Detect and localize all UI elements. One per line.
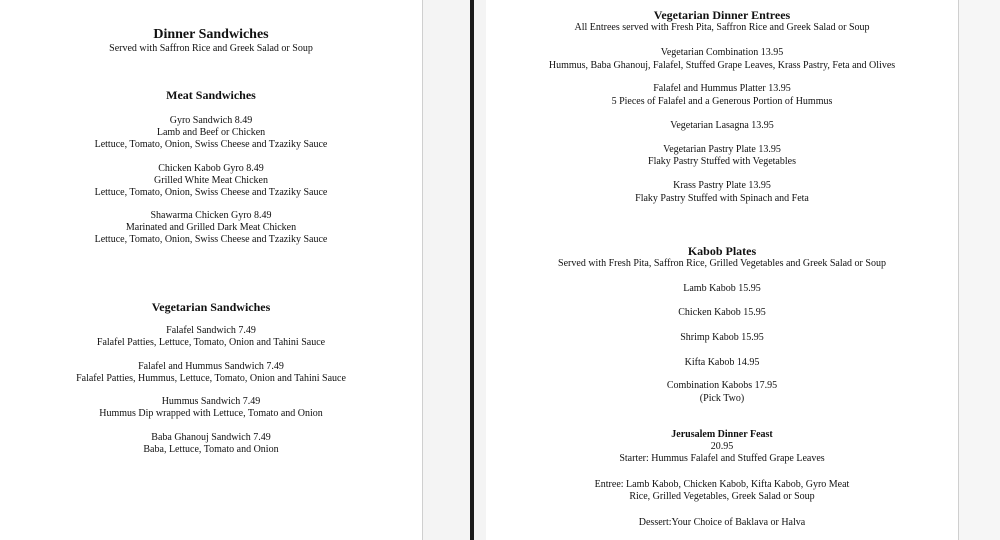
menu-item-name: Combination Kabobs 17.95 [666,380,778,391]
jerusalem-feast-dessert: Dessert:Your Choice of Baklava or Halva [638,517,806,528]
menu-item-name: Kifta Kabob 14.95 [684,357,760,368]
jerusalem-feast-entree: Rice, Grilled Vegetables, Greek Salad or Soup [629,491,815,502]
menu-page-left [0,0,422,540]
menu-item-name: Falafel and Hummus Sandwich 7.49 [138,361,284,372]
menu-page-right [486,0,958,540]
vegetarian-entrees-title: Vegetarian Dinner Entrees [653,8,791,22]
menu-item-name: Shrimp Kabob 15.95 [680,332,764,343]
menu-item-desc: Hummus Dip wrapped with Lettuce, Tomato and Onion [99,408,323,419]
vegetarian-sandwiches-heading: Vegetarian Sandwiches [151,300,271,314]
menu-item-desc: Lettuce, Tomato, Onion, Swiss Cheese and Tzaziky Sauce [94,234,328,245]
menu-item-name: Chicken Kabob 15.95 [678,307,766,318]
menu-item-name: Vegetarian Combination 13.95 [660,47,784,58]
menu-item-name: Hummus Sandwich 7.49 [161,396,261,407]
jerusalem-feast-price: 20.95 [710,441,734,452]
menu-item-name: Chicken Kabob Gyro 8.49 [158,163,264,174]
menu-item-name: Baba Ghanouj Sandwich 7.49 [151,432,271,443]
kabob-plates-title: Kabob Plates [687,244,757,258]
menu-item-desc: 5 Pieces of Falafel and a Generous Portion of Hummus [611,96,833,107]
jerusalem-feast-title: Jerusalem Dinner Feast [671,429,773,440]
menu-item-name: Falafel Sandwich 7.49 [166,325,256,336]
menu-item-desc: Marinated and Grilled Dark Meat Chicken [125,222,297,233]
menu-item-name: Gyro Sandwich 8.49 [169,115,253,126]
menu-item-desc: (Pick Two) [699,393,745,404]
menu-item-name: Krass Pastry Plate 13.95 [673,180,771,191]
menu-item-name: Shawarma Chicken Gyro 8.49 [150,210,272,221]
menu-item-desc: Falafel Patties, Hummus, Lettuce, Tomato, Onion and Tahini Sauce [76,373,346,384]
viewer-gap [958,0,1000,540]
menu-item-desc: Lettuce, Tomato, Onion, Swiss Cheese and Tzaziky Sauce [94,139,328,150]
menu-item-desc: Lamb and Beef or Chicken [156,127,266,138]
meat-sandwiches-heading: Meat Sandwiches [166,88,256,102]
menu-item-desc: Flaky Pastry Stuffed with Vegetables [648,156,796,167]
kabob-plates-note: Served with Fresh Pita, Saffron Rice, Grilled Vegetables and Greek Salad or Soup [558,258,886,269]
menu-item-desc: Lettuce, Tomato, Onion, Swiss Cheese and Tzaziky Sauce [94,187,328,198]
menu-item-name: Vegetarian Lasagna 13.95 [670,120,774,131]
menu-item-desc: Grilled White Meat Chicken [154,175,268,186]
jerusalem-feast-starter: Starter: Hummus Falafel and Stuffed Grape Leaves [619,453,825,464]
menu-item-desc: Hummus, Baba Ghanouj, Falafel, Stuffed Grape Leaves, Krass Pastry, Feta and Olives [548,60,896,71]
dinner-sandwiches-note: Served with Saffron Rice and Greek Salad or Soup [109,43,313,54]
menu-item-desc: Falafel Patties, Lettuce, Tomato, Onion and Tahini Sauce [96,337,326,348]
menu-item-name: Falafel and Hummus Platter 13.95 [653,83,791,94]
vegetarian-entrees-note: All Entrees served with Fresh Pita, Saffron Rice and Greek Salad or Soup [574,22,870,33]
menu-item-desc: Flaky Pastry Stuffed with Spinach and Feta [635,193,809,204]
viewer-gap [422,0,471,540]
jerusalem-feast-entree: Entree: Lamb Kabob, Chicken Kabob, Kifta Kabob, Gyro Meat [594,479,850,490]
dinner-sandwiches-title: Dinner Sandwiches [153,27,269,42]
menu-item-name: Lamb Kabob 15.95 [683,283,761,294]
menu-item-desc: Baba, Lettuce, Tomato and Onion [143,444,279,455]
menu-item-name: Vegetarian Pastry Plate 13.95 [663,144,781,155]
